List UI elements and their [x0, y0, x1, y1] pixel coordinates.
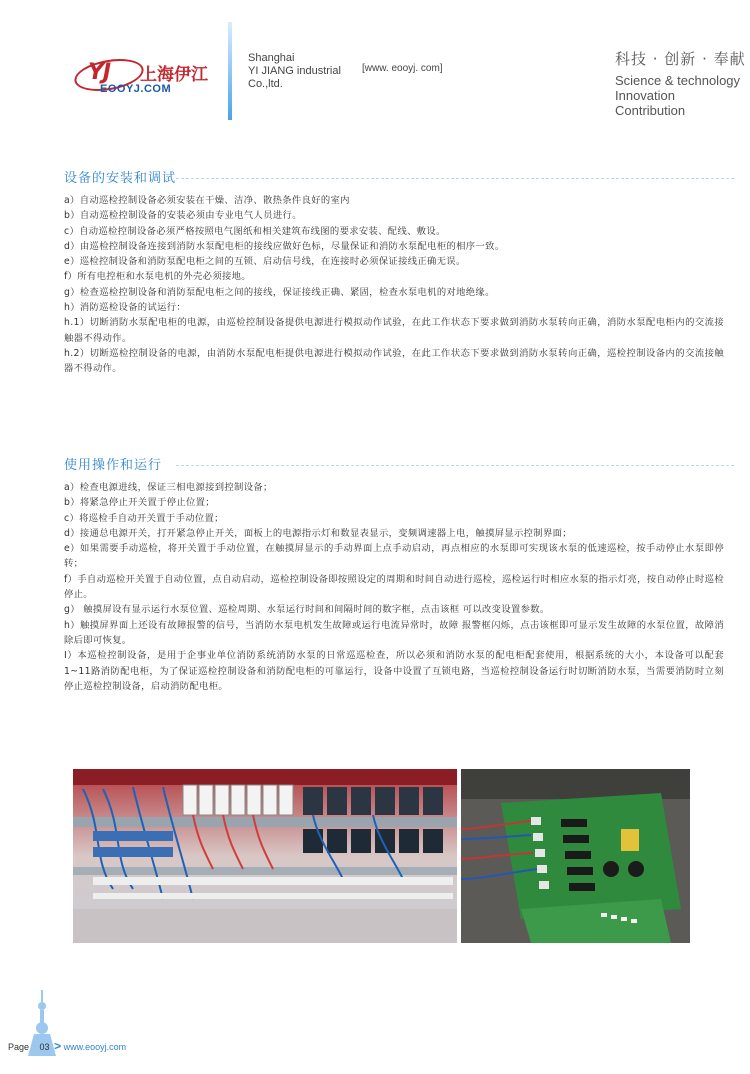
- section-title-rule: [176, 465, 734, 466]
- footer-website-link[interactable]: www.eooyj.com: [63, 1042, 127, 1052]
- list-item: h.1）切断消防水泵配电柜的电源，由巡检控制设备提供电源进行模拟动作试验，在此工作状态下要求做到消防水泵转向正确，消防水泵配电柜内的交流接触器不得动作。: [64, 317, 724, 344]
- company-logo: [74, 54, 224, 100]
- page-footer: [8, 1039, 126, 1053]
- list-item: e）如果需要手动巡检，将开关置于手动位置，在触摸屏显示的手动界面上点手动启动，再点相应的水泵即可实现该水泵的低速巡检，按手动停止水泵即停转；: [64, 543, 724, 570]
- list-item: I）本巡检控制设备，是用于企事业单位消防系统消防水泵的日常巡巡检查，所以必须和消防水泵的配电柜配套使用，根据系统的大小，本设备可以配套1~11路消防配电柜，为了保证巡检控制设备和消防配电柜的可靠运行，设备中设置了互锁电路，当巡检控制设备运行时切断消防水泵，当需要消防时立刻停止巡检控制设备，启动消防配电柜。: [64, 650, 724, 692]
- company-line: Co.,ltd.: [248, 78, 283, 90]
- section-title-text: 使用操作和运行: [64, 458, 163, 473]
- company-line: Shanghai: [248, 52, 295, 64]
- slogan-line: Contribution: [615, 103, 686, 118]
- header-divider: [228, 22, 232, 120]
- slogan: [615, 48, 746, 118]
- list-item: g） 触摸屏设有显示运行水泵位置、巡检周期、水泵运行时间和间隔时间的数字框，点击该框 可以改变设置参数。: [64, 604, 550, 616]
- list-item: b）自动巡检控制设备的安装必须由专业电气人员进行。: [64, 210, 302, 222]
- list-item: h.2）切断巡检控制设备的电源，由消防水泵配电柜提供电源进行模拟动作试验，在此工作状态下要求做到消防水泵转向正确，巡检控制设备内的交流接触器不得动作。: [64, 347, 724, 375]
- arrow-right-icon: >: [54, 1039, 62, 1053]
- company-line: YI JIANG industrial: [248, 65, 341, 77]
- section-title: [64, 454, 724, 472]
- section-title: [64, 167, 724, 185]
- slogan-line: Innovation: [615, 88, 675, 103]
- section-title-text: 设备的安装和调试: [64, 171, 177, 186]
- company-name: [248, 52, 341, 91]
- list-item: h）触摸屏界面上还设有故障报警的信号，当消防水泵电机发生故障或运行电流异常时，故障 报警框闪烁，点击该框即可显示发生故障的水泵位置，故障消除后即可恢复。: [64, 619, 724, 646]
- list-item: g）检查巡检控制设备和消防泵配电柜之间的接线，保证接线正确、紧固，检查水泵电机的对地绝缘。: [64, 286, 495, 298]
- list-item: a）自动巡检控制设备必须安装在干燥、洁净、散热条件良好的室内: [64, 195, 350, 206]
- installation-list: [64, 193, 724, 377]
- list-item: f）手自动巡检开关置于自动位置，点自动启动，巡检控制设备即按照设定的周期和时间自动进行巡检，巡检运行时相应水泵的指示灯亮，按自动停止时巡检停止。: [64, 573, 724, 601]
- page-label: Page: [8, 1042, 30, 1052]
- operation-section: [64, 454, 724, 694]
- logo-mark: YJ: [88, 60, 111, 85]
- list-item: d）接通总电源开关，打开紧急停止开关，面板上的电源指示灯和数显表显示，变频调速器上电，触摸屏显示控制界面；: [64, 527, 572, 539]
- slogan-chinese: 科技 · 创新 · 奉献: [615, 50, 746, 68]
- header-website: [www. eooyj. com]: [362, 63, 443, 74]
- list-item: f）所有电控柜和水泵电机的外壳必须接地。: [64, 271, 251, 283]
- section-title-rule: [176, 178, 734, 179]
- list-item: e）巡检控制设备和消防泵配电柜之间的互锁、启动信号线，在连接时必须保证接线正确无误。: [64, 256, 466, 268]
- list-item: h）消防巡检设备的试运行：: [64, 302, 187, 314]
- slogan-line: Science & technology: [615, 73, 741, 88]
- list-item: d）由巡检控制设备连接到消防水泵配电柜的接线应做好色标，尽量保证和消防水泵配电柜的相序一致。: [64, 240, 505, 252]
- cabinet-wiring-photo: [73, 769, 457, 943]
- list-item: a）检查电源进线，保证三相电源接到控制设备；: [64, 482, 273, 493]
- page-number: 03: [39, 1042, 50, 1052]
- list-item: b）将紧急停止开关置于停止位置；: [64, 497, 215, 509]
- installation-section: [64, 167, 724, 377]
- circuit-board-photo: [461, 769, 690, 943]
- logo-english-name: EOOYJ.COM: [100, 83, 172, 95]
- list-item: c）自动巡检控制设备必须严格按照电气图纸和相关建筑布线图的要求安装、配线、敷设。: [64, 225, 446, 237]
- operation-list: [64, 480, 724, 694]
- logo-chinese-name: 上海伊江: [140, 65, 208, 85]
- list-item: c）将巡检手自动开关置于手动位置；: [64, 512, 224, 524]
